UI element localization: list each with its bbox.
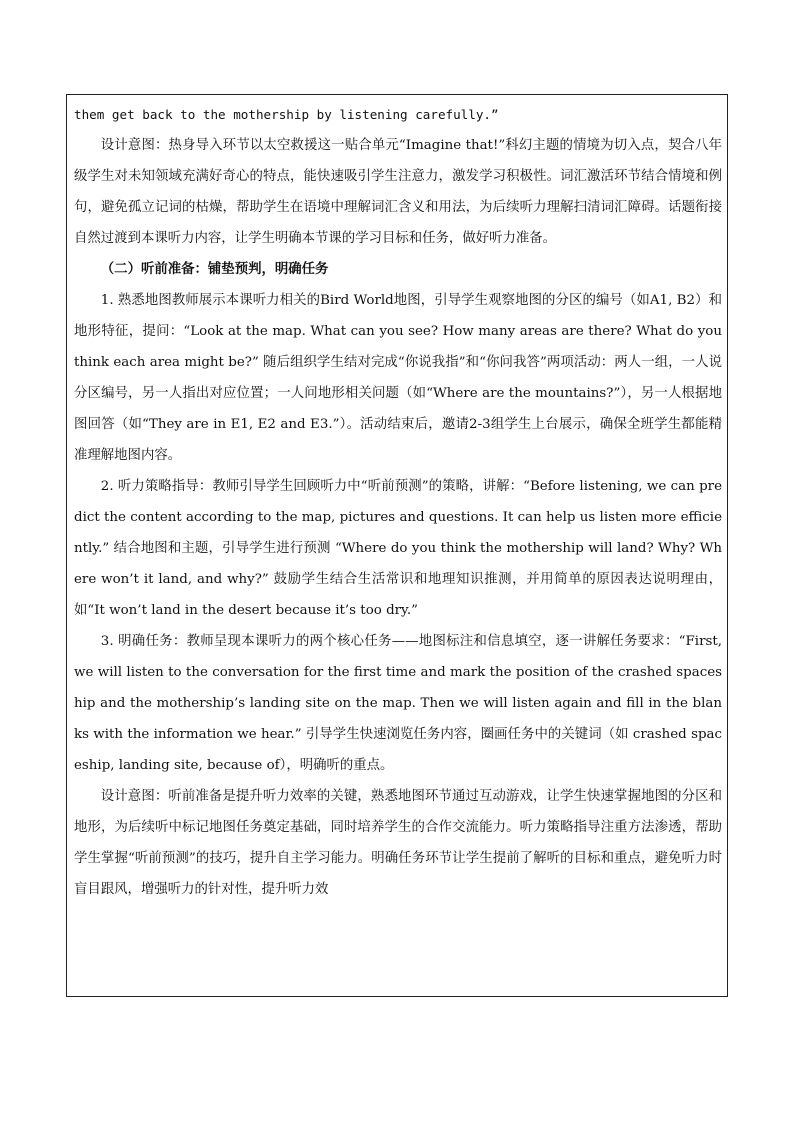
step-3-clarify-tasks: 3. 明确任务：教师呈现本课听力的两个核心任务——地图标注和信息填空，逐一讲解任务要求：“First, we will listen to the conversation for the first time and mark the position of the crashed spaceship and the mothership’s landing site on the map. Then we will listen again and fill in the blanks with the information we hear.” 引导学生快速浏览任务内容，圈画任务中的关键词（如 crashed spaceship, landing site, because of），明确听的重点。 <box>74 634 722 773</box>
section-heading-pre-listening: （二）听前准备：铺垫预判，明确任务 <box>100 261 329 277</box>
continued-quote-line: them get back to the mothership by listening carefully.” <box>74 107 499 122</box>
design-intent-warmup: 设计意图：热身导入环节以太空救援这一贴合单元“Imagine that!”科幻主题的情境为切入点，契合八年级学生对未知领域充满好奇心的特点，能快速吸引学生注意力，激发学习积极性。词汇激活环节结合情境和例句，避免孤立记词的枯燥，帮助学生在语境中理解词汇含义和用法，为后续听力理解扫清词汇障碍。话题衔接自然过渡到本课听力内容，让学生明确本节课的学习目标和任务，做好听力准备。 <box>74 138 722 246</box>
lesson-plan-text <box>74 99 722 905</box>
step-2-listening-strategy: 2. 听力策略指导：教师引导学生回顾听力中“听前预测”的策略，讲解：“Before listening, we can predict the content according to the map, pictures and questions. It can help us listen more efficiently.” 结合地图和主题，引导学生进行预测 “Where do you think the mothership will land? Why? Where won’t it land, and why?” 鼓励学生结合生活常识和地理知识推测，并用简单的原因表达说明理由，如“It won’t land in the desert because it’s too dry.” <box>74 479 722 618</box>
lesson-plan-table-cell <box>66 94 728 997</box>
step-1-familiarize-map: 1. 熟悉地图教师展示本课听力相关的Bird World地图，引导学生观察地图的分区的编号（如A1, B2）和地形特征，提问：“Look at the map. What can you see? How many areas are there? What do you think each area might be?” 随后组织学生结对完成“你说我指”和“你问我答”两项活动：两人一组，一人说分区编号，另一人指出对应位置；一人问地形相关问题（如“Where are the mountains?”），另一人根据地图回答（如“They are in E1, E2 and E3.”）。活动结束后，邀请2-3组学生上台展示，确保全班学生都能精准理解地图内容。 <box>74 293 722 463</box>
design-intent-pre-listening: 设计意图：听前准备是提升听力效率的关键，熟悉地图环节通过互动游戏，让学生快速掌握地图的分区和地形，为后续听中标记地图任务奠定基础，同时培养学生的合作交流能力。听力策略指导注重方法渗透，帮助学生掌握“听前预测”的技巧，提升自主学习能力。明确任务环节让学生提前了解听的目标和重点，避免听力时盲目跟风，增强听力的针对性，提升听力效 <box>74 789 722 897</box>
